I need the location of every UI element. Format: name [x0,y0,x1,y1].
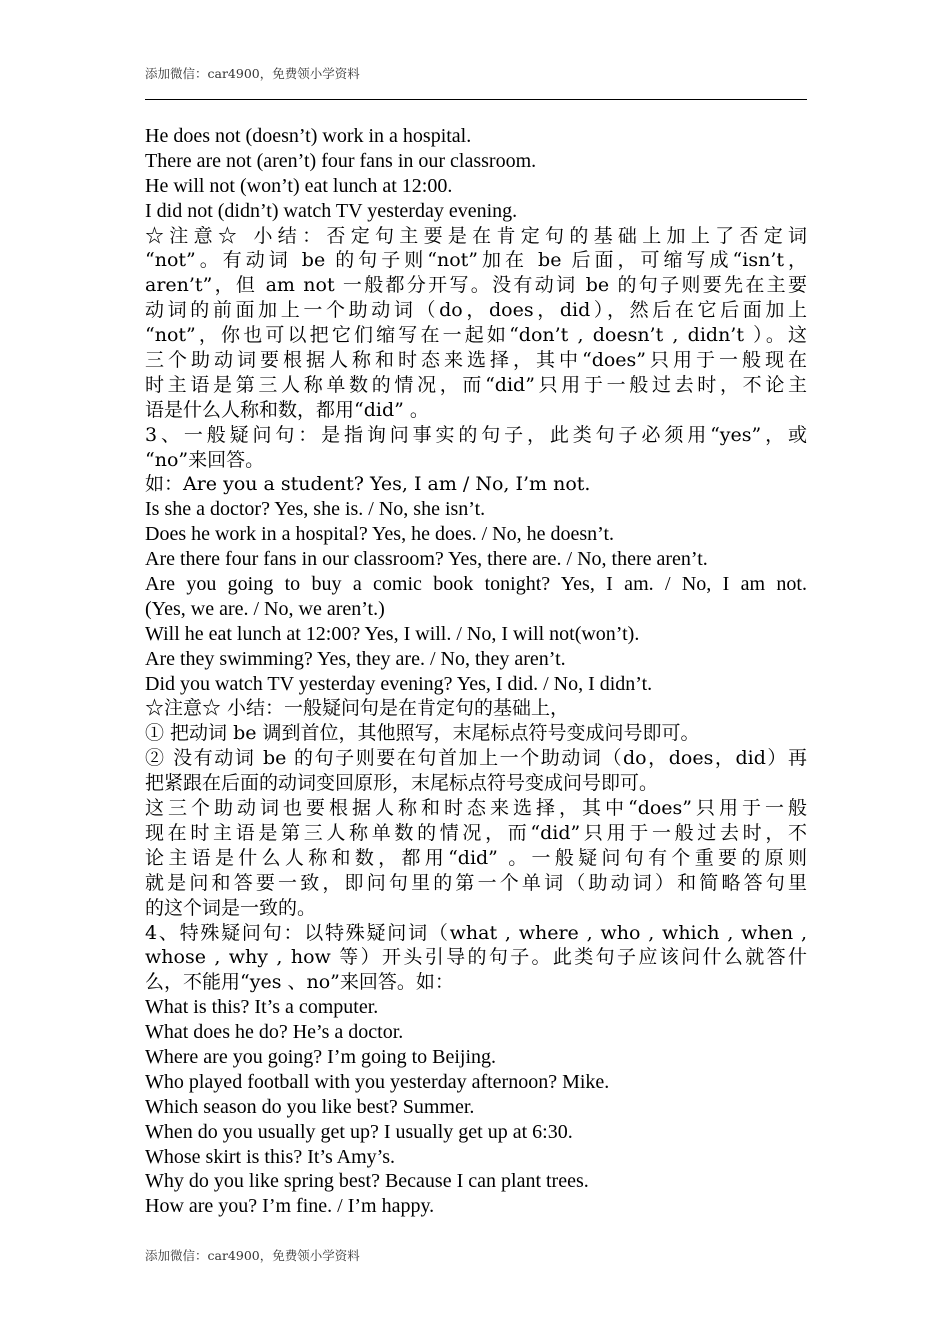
text-line: How are you? I’m fine. / I’m happy. [145,1195,435,1218]
text-line: 3、一般疑问句：是指询问事实的句子，此类句子必须用“yes”，或 [145,423,807,446]
text-line: What does he do? He’s a doctor. [145,1021,404,1044]
text-line: Whose skirt is this? It’s Amy’s. [145,1145,395,1168]
header-divider [145,99,807,100]
text-line: Which season do you like best? Summer. [145,1095,475,1118]
text-line: Why do you like spring best? Because I can plant trees. [145,1170,589,1193]
text-line: Is she a doctor? Yes, she is. / No, she isn’t. [145,498,486,521]
text-line: Who played football with you yesterday afternoon? Mike. [145,1070,610,1093]
text-line: “no”来回答。 [145,448,265,471]
text-line: 语是什么人称和数，都用“did” 。 [145,398,429,421]
text-line: 时主语是第三人称单数的情况，而“did”只用于一般过去时，不论主 [145,373,807,396]
text-line: 论主语是什么人称和数，都用“did” 。一般疑问句有个重要的原则 [145,846,807,869]
text-line: There are not (aren’t) four fans in our classroom. [145,149,537,172]
text-line: When do you usually get up? I usually get up at 6:30. [145,1120,573,1143]
text-line: “not”。有动词 be 的句子则“not”加在 be 后面，可缩写成“isn’t， [145,249,807,272]
text-line: 4、特殊疑问句：以特殊疑问词（what , where , who , which , when , [145,921,807,944]
text-line: Where are you going? I’m going to Beijing. [145,1045,497,1068]
text-line: “not”，你也可以把它们缩写在一起如“don’t , doesn’t , didn’t ）。这 [145,324,807,347]
text-line: 动词的前面加上一个助动词（do，does，did），然后在它后面加上 [145,299,807,322]
text-line: 把紧跟在后面的动词变回原形，末尾标点符号变成问号即可。 [145,772,659,795]
text-line: ① 把动词 be 调到首位，其他照写，末尾标点符号变成问号即可。 [145,722,700,745]
page-footer: 添加微信：car4900，免费领小学资料 [145,1248,360,1263]
text-line: Are there four fans in our classroom? Yes, there are. / No, there aren’t. [145,548,708,571]
text-line: Are they swimming? Yes, they are. / No, they aren’t. [145,647,566,670]
text-line: 么，不能用“yes 、no”来回答。如： [145,971,454,994]
text-line: aren’t”，但 am not 一般都分开写。没有动词 be 的句子则要先在主要 [145,274,807,297]
text-line: He will not (won’t) eat lunch at 12:00. [145,174,453,197]
text-line: 这三个助动词也要根据人称和时态来选择，其中“does”只用于一般 [145,797,807,820]
text-line: 三个助动词要根据人称和时态来选择，其中“does”只用于一般现在 [145,349,807,372]
text-line: (Yes, we are. / No, we aren’t.) [145,597,385,620]
text-line: Did you watch TV yesterday evening? Yes, I did. / No, I didn’t. [145,672,653,695]
text-line: Does he work in a hospital? Yes, he does. / No, he doesn’t. [145,523,615,546]
text-line: He does not (doesn’t) work in a hospital. [145,125,472,147]
text-line: 的这个词是一致的。 [145,896,317,919]
text-line: 就是问和答要一致，即问句里的第一个单词（助动词）和简略答句里 [145,871,807,894]
text-line: 现在时主语是第三人称单数的情况，而“did”只用于一般过去时，不 [145,821,807,844]
text-line: Are you going to buy a comic book tonight? Yes, I am. / No, I am not. [145,573,807,596]
text-line: Will he eat lunch at 12:00? Yes, I will. / No, I will not(won’t). [145,622,640,645]
text-line: whose , why , how 等）开头引导的句子。此类句子应该问什么就答什 [145,946,807,969]
text-line: What is this? It’s a computer. [145,996,379,1019]
text-line: ☆注意☆ 小结：一般疑问句是在肯定句的基础上， [145,697,570,720]
document-body [145,124,807,1219]
text-line: ☆注意☆ 小结：否定句主要是在肯定句的基础上加上了否定词 [145,224,807,247]
page-header: 添加微信：car4900，免费领小学资料 [145,66,360,81]
text-line: ② 没有动词 be 的句子则要在句首加上一个助动词（do，does，did）再 [145,747,807,770]
text-line: 如：Are you a student? Yes, I am / No, I’m not. [145,473,591,496]
text-line: I did not (didn’t) watch TV yesterday evening. [145,199,518,222]
